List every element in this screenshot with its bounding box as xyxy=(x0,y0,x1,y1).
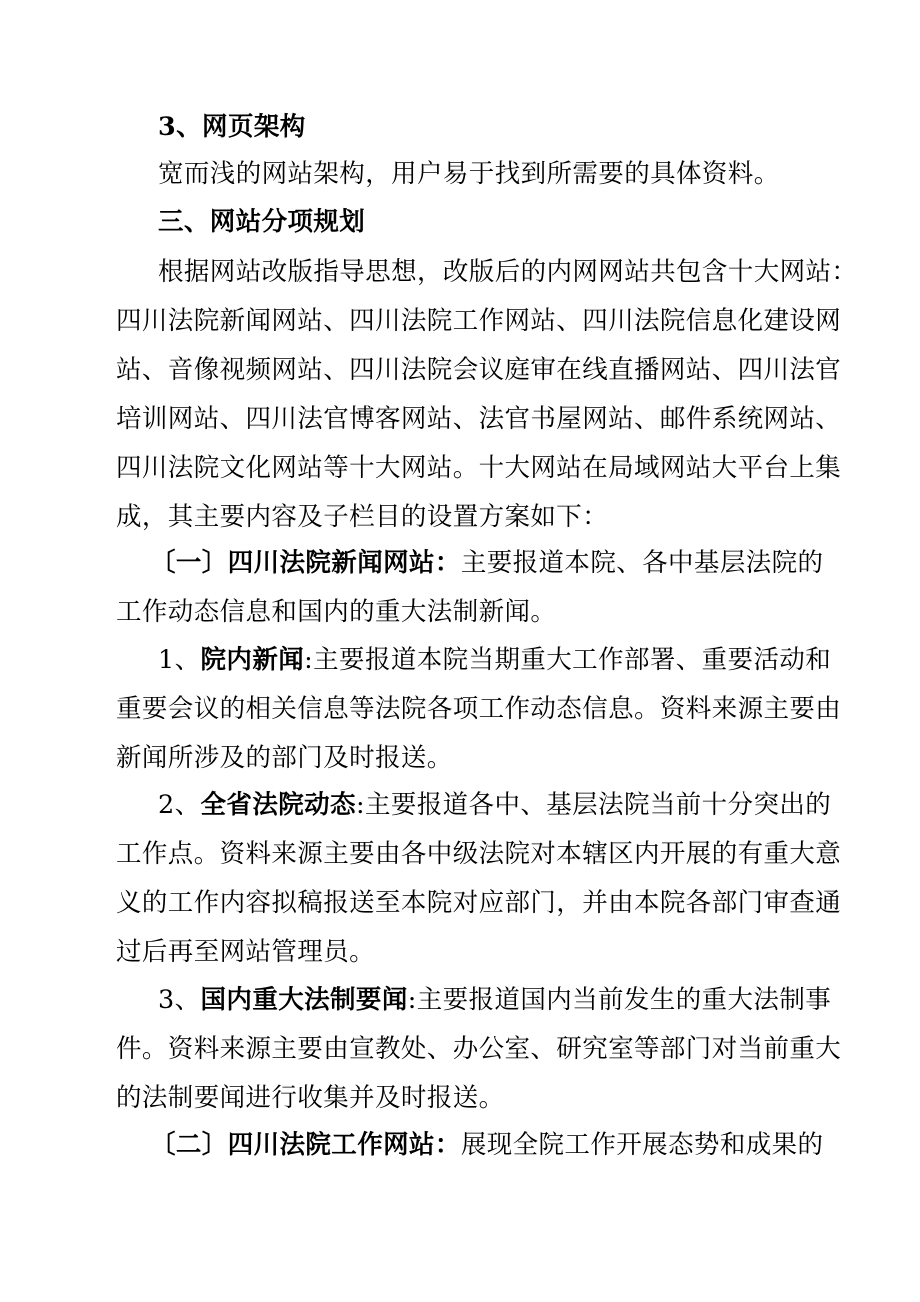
item-2-line-1 xyxy=(158,790,831,820)
item-2-colon: : xyxy=(355,790,365,820)
item-2-line-4: 过后再至网站管理员。 xyxy=(116,937,376,967)
work-site-desc-first: 展现全院工作开展态势和成果的 xyxy=(460,1130,824,1160)
work-site-title: 〔二〕四川法院工作网站： xyxy=(150,1130,461,1160)
section-3-heading: 3、网页架构 xyxy=(158,112,306,142)
item-2-desc: 主要报道各中、基层法院当前十分突出的 xyxy=(364,790,832,820)
news-site-line-2: 工作动态信息和国内的重大法制新闻。 xyxy=(116,597,557,627)
part-3-heading: 三、网站分项规划 xyxy=(158,207,366,237)
news-site-desc-first: 主要报道本院、各中基层法院的 xyxy=(460,548,824,578)
item-1-number: 1、 xyxy=(158,645,201,675)
item-1-title: 院内新闻 xyxy=(200,645,305,675)
intro-line-5: 四川法院文化网站等十大网站。十大网站在局域网站大平台上集 xyxy=(116,453,842,483)
item-1-colon: : xyxy=(304,645,314,675)
item-3-title: 国内重大法制要闻 xyxy=(200,985,408,1015)
item-1-line-1 xyxy=(158,645,831,675)
work-site-line-1 xyxy=(150,1130,823,1160)
item-1-line-3: 新闻所涉及的部门及时报送。 xyxy=(116,743,453,773)
item-2-number: 2、 xyxy=(158,790,201,820)
item-3-line-1 xyxy=(158,985,831,1015)
section-3-body: 宽而浅的网站架构，用户易于找到所需要的具体资料。 xyxy=(158,159,780,189)
item-1-line-2: 重要会议的相关信息等法院各项工作动态信息。资料来源主要由 xyxy=(116,694,842,724)
item-3-number: 3、 xyxy=(158,985,201,1015)
item-3-line-3: 的法制要闻进行收集并及时报送。 xyxy=(116,1083,505,1113)
intro-line-4: 培训网站、四川法官博客网站、法官书屋网站、邮件系统网站、 xyxy=(116,404,842,434)
item-2-line-3: 义的工作内容拟稿报送至本院对应部门，并由本院各部门审查通 xyxy=(116,888,842,918)
item-2-line-2: 工作点。资料来源主要由各中级法院对本辖区内开展的有重大意 xyxy=(116,839,842,869)
item-2-title: 全省法院动态 xyxy=(200,790,356,820)
intro-line-2: 四川法院新闻网站、四川法院工作网站、四川法院信息化建设网 xyxy=(116,306,842,336)
intro-line-6: 成，其主要内容及子栏目的设置方案如下： xyxy=(116,502,609,532)
item-1-desc: 主要报道本院当期重大工作部署、重要活动和 xyxy=(313,645,832,675)
intro-line-3: 站、音像视频网站、四川法院会议庭审在线直播网站、四川法官 xyxy=(116,355,842,385)
item-3-desc: 主要报道国内当前发生的重大法制事 xyxy=(416,985,832,1015)
news-site-title: 〔一〕四川法院新闻网站： xyxy=(150,548,461,578)
item-3-line-2: 件。资料来源主要由宣教处、办公室、研究室等部门对当前重大 xyxy=(116,1034,842,1064)
intro-line-1: 根据网站改版指导思想，改版后的内网网站共包含十大网站： xyxy=(158,257,858,287)
news-site-line-1 xyxy=(150,548,823,578)
item-3-colon: : xyxy=(407,985,417,1015)
